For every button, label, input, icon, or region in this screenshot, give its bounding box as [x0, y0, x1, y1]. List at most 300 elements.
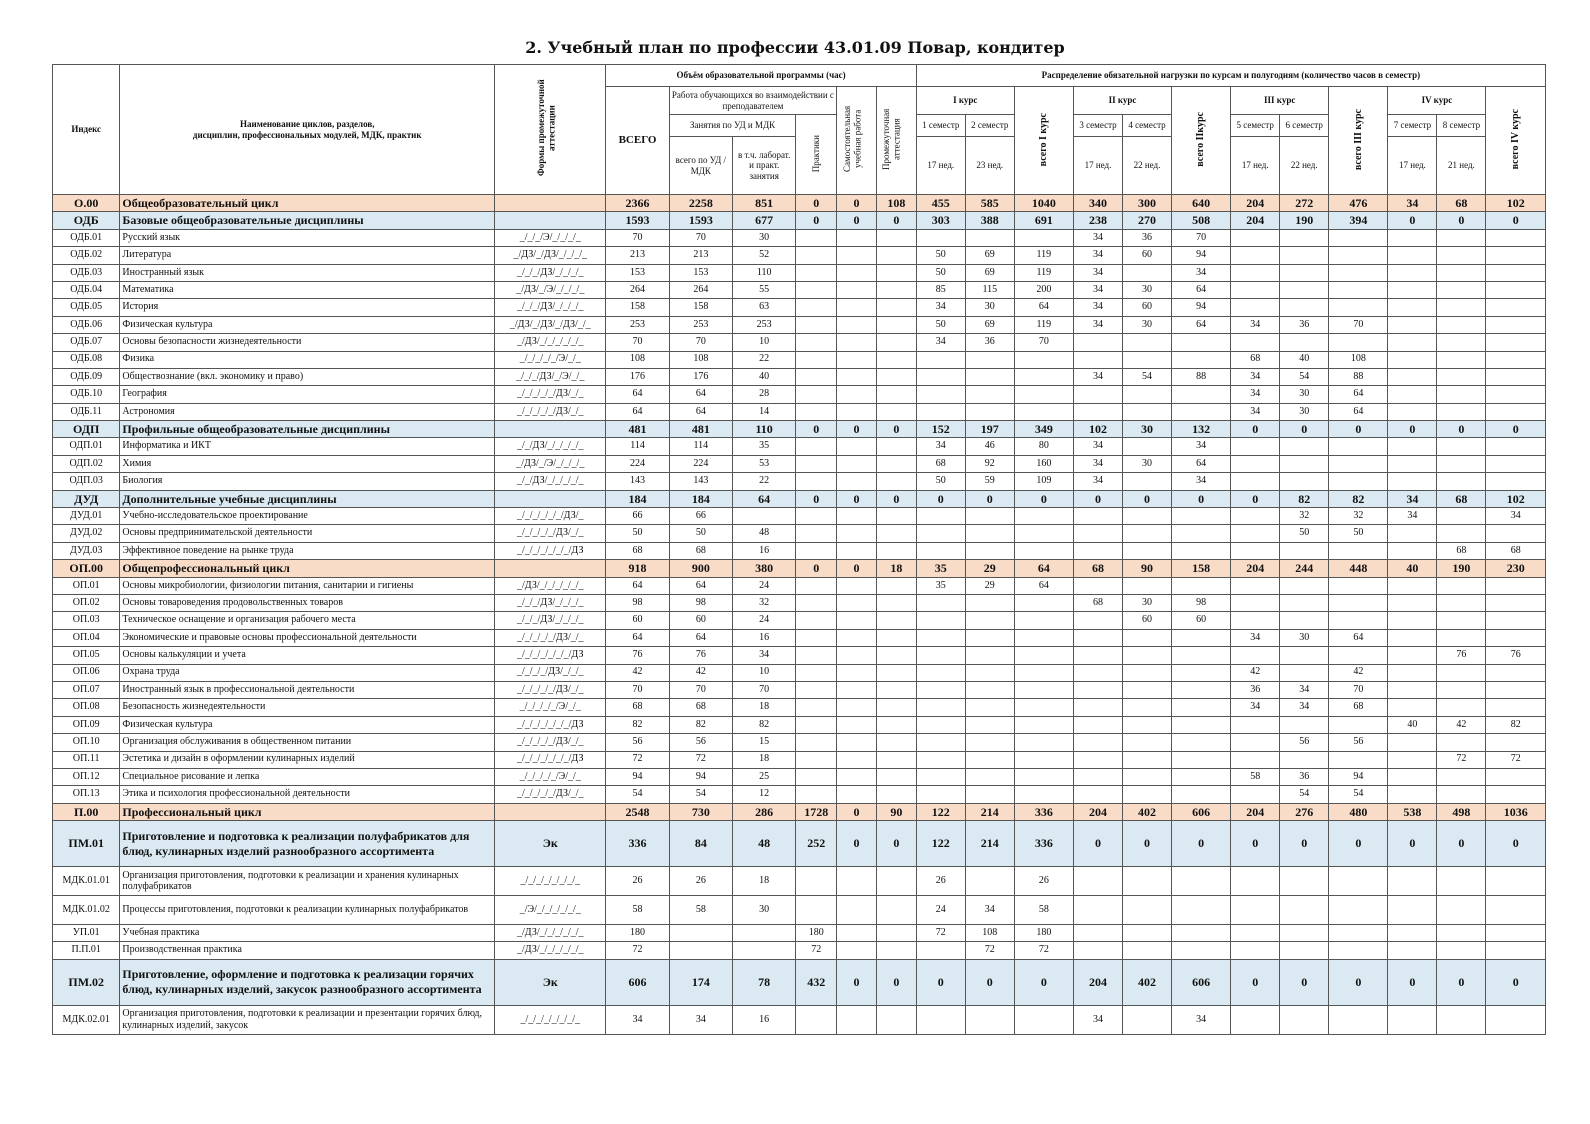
- sem-3-cell: 34: [1073, 1005, 1122, 1034]
- index-cell: ПМ.02: [53, 959, 120, 1005]
- lab-cell: 16: [733, 629, 796, 646]
- lab-cell: [733, 925, 796, 942]
- attestation-cell: _/_/_/ДЗ/_/_/_/_: [495, 594, 606, 611]
- attestation-cell: _/ДЗ/_/ДЗ/_/_/_/_: [495, 247, 606, 264]
- sem-7-cell: 34: [1388, 508, 1437, 525]
- name-cell: Химия: [120, 455, 495, 472]
- sem-7-cell: [1388, 942, 1437, 959]
- sem-6-cell: [1280, 925, 1329, 942]
- total-cell: 26: [606, 867, 669, 896]
- course-4-total-cell: [1486, 455, 1546, 472]
- all-ud-cell: 64: [669, 403, 732, 420]
- course-3-total-cell: 64: [1329, 403, 1388, 420]
- course-2-total-cell: [1171, 629, 1230, 646]
- sem-8-cell: [1437, 368, 1486, 385]
- sem-1-cell: [916, 386, 965, 403]
- selfwork-cell: [837, 768, 877, 785]
- all-ud-cell: 70: [669, 681, 732, 698]
- table-row: [53, 368, 1546, 385]
- index-cell: ОП.08: [53, 699, 120, 716]
- course-3-total-cell: 42: [1329, 664, 1388, 681]
- sem-4-header: 4 семестр: [1122, 115, 1171, 137]
- course-2-total-text: всего IIкурс: [1195, 111, 1207, 167]
- course-1-total-cell: [1014, 751, 1073, 768]
- sem-4-cell: [1122, 699, 1171, 716]
- table-row: [53, 281, 1546, 298]
- interim-cell: 0: [876, 490, 916, 507]
- course-1-total-cell: 349: [1014, 421, 1073, 438]
- sem-3-cell: [1073, 629, 1122, 646]
- attestation-cell: _/_/_/_/_/_/_/ДЗ: [495, 542, 606, 559]
- work-header: Работа обучающихся во взаимодействии с преподавателем: [669, 87, 836, 115]
- sem-7-cell: [1388, 751, 1437, 768]
- course-4-total-cell: 82: [1486, 716, 1546, 733]
- total-cell: 224: [606, 455, 669, 472]
- total-cell: 64: [606, 403, 669, 420]
- sem-3-cell: [1073, 751, 1122, 768]
- table-row: [53, 716, 1546, 733]
- course-4-total-cell: [1486, 699, 1546, 716]
- course-4-total-cell: [1486, 351, 1546, 368]
- lab-cell: 30: [733, 229, 796, 246]
- table-row: [53, 351, 1546, 368]
- sem-8-cell: 68: [1437, 195, 1486, 212]
- sem-8-cell: [1437, 786, 1486, 803]
- name-cell: Основы предпринимательской деятельности: [120, 525, 495, 542]
- lab-cell: 30: [733, 896, 796, 925]
- table-row: [53, 681, 1546, 698]
- sem-8-cell: [1437, 316, 1486, 333]
- sem-1-cell: 24: [916, 896, 965, 925]
- course-4-total-cell: [1486, 1005, 1546, 1034]
- all-ud-cell: [669, 925, 732, 942]
- course-3-total-cell: 476: [1329, 195, 1388, 212]
- sem-1-cell: 26: [916, 867, 965, 896]
- course-1-total-cell: [1014, 629, 1073, 646]
- sem-6-cell: 244: [1280, 560, 1329, 577]
- sem-2-cell: [965, 716, 1014, 733]
- course-4-total-cell: [1486, 525, 1546, 542]
- name-cell: Общепрофессиональный цикл: [120, 560, 495, 577]
- index-cell: ОП.04: [53, 629, 120, 646]
- sem-1-cell: 85: [916, 281, 965, 298]
- course-4-total-cell: [1486, 403, 1546, 420]
- index-cell: ОДБ.05: [53, 299, 120, 316]
- index-cell: ДУД: [53, 490, 120, 507]
- attestation-cell: [495, 803, 606, 820]
- sem-5-cell: [1231, 786, 1280, 803]
- total-cell: 56: [606, 734, 669, 751]
- sem-4-cell: [1122, 334, 1171, 351]
- practice-cell: [796, 867, 837, 896]
- total-cell: 94: [606, 768, 669, 785]
- lab-cell: 18: [733, 867, 796, 896]
- course-3-total-cell: [1329, 896, 1388, 925]
- sem-3-cell: 204: [1073, 959, 1122, 1005]
- sem-3-cell: 0: [1073, 490, 1122, 507]
- interim-cell: [876, 925, 916, 942]
- course-3-total-cell: [1329, 247, 1388, 264]
- interim-cell: [876, 716, 916, 733]
- curriculum-table: [52, 64, 1546, 1035]
- table-row: [53, 577, 1546, 594]
- course-3-total-cell: 0: [1329, 821, 1388, 867]
- course-3-total-cell: [1329, 594, 1388, 611]
- sem-7-cell: [1388, 612, 1437, 629]
- weeks-7-header: 17 нед.: [1388, 137, 1437, 195]
- practice-cell: 1728: [796, 803, 837, 820]
- attestation-cell: _/_/_/_/_/Э/_/_: [495, 351, 606, 368]
- course-3-total-cell: [1329, 925, 1388, 942]
- lab-cell: 110: [733, 264, 796, 281]
- practice-cell: [796, 612, 837, 629]
- course-1-total-cell: 0: [1014, 490, 1073, 507]
- name-cell: Математика: [120, 281, 495, 298]
- interim-cell: 18: [876, 560, 916, 577]
- course-2-total-cell: [1171, 768, 1230, 785]
- table-row: [53, 508, 1546, 525]
- sem-4-cell: [1122, 751, 1171, 768]
- interim-cell: [876, 594, 916, 611]
- course-1-total-cell: 336: [1014, 803, 1073, 820]
- sem-3-cell: [1073, 403, 1122, 420]
- selfwork-header: [837, 87, 877, 195]
- sem-6-cell: [1280, 1005, 1329, 1034]
- selfwork-cell: [837, 455, 877, 472]
- total-header: ВСЕГО: [606, 87, 669, 195]
- lab-cell: 35: [733, 438, 796, 455]
- course-4-total-header: [1486, 87, 1546, 195]
- weeks-1-header: 17 нед.: [916, 137, 965, 195]
- total-cell: 2548: [606, 803, 669, 820]
- course-1-total-cell: [1014, 612, 1073, 629]
- course-1-total-cell: 180: [1014, 925, 1073, 942]
- sem-5-cell: 0: [1231, 821, 1280, 867]
- all-ud-cell: 176: [669, 368, 732, 385]
- weeks-4-header: 22 нед.: [1122, 137, 1171, 195]
- course-2-total-cell: 64: [1171, 281, 1230, 298]
- index-cell: ОДБ.08: [53, 351, 120, 368]
- table-row: [53, 925, 1546, 942]
- sem-1-cell: 50: [916, 264, 965, 281]
- sem-1-cell: [916, 664, 965, 681]
- course-2-total-cell: 132: [1171, 421, 1230, 438]
- name-cell: Профильные общеобразовательные дисциплины: [120, 421, 495, 438]
- sem-5-cell: [1231, 716, 1280, 733]
- course-3-total-cell: 50: [1329, 525, 1388, 542]
- sem-2-cell: [965, 525, 1014, 542]
- sem-5-cell: [1231, 281, 1280, 298]
- practice-cell: [796, 299, 837, 316]
- total-cell: 60: [606, 612, 669, 629]
- sem-2-cell: [965, 629, 1014, 646]
- sem-4-cell: 90: [1122, 560, 1171, 577]
- table-row: [53, 896, 1546, 925]
- interim-cell: [876, 403, 916, 420]
- course-2-total-cell: [1171, 664, 1230, 681]
- sem-4-cell: 300: [1122, 195, 1171, 212]
- course-1-total-cell: 119: [1014, 247, 1073, 264]
- all-ud-cell: 174: [669, 959, 732, 1005]
- table-row: [53, 734, 1546, 751]
- sem-2-cell: [965, 612, 1014, 629]
- total-cell: 108: [606, 351, 669, 368]
- practice-cell: 432: [796, 959, 837, 1005]
- sem-6-cell: [1280, 334, 1329, 351]
- sem-3-cell: [1073, 896, 1122, 925]
- sem-2-cell: [965, 542, 1014, 559]
- name-cell: Информатика и ИКТ: [120, 438, 495, 455]
- section-row: [53, 421, 1546, 438]
- sem-1-cell: [916, 368, 965, 385]
- course-1-total-cell: [1014, 403, 1073, 420]
- total-cell: 50: [606, 525, 669, 542]
- interim-cell: [876, 455, 916, 472]
- sem-5-cell: [1231, 647, 1280, 664]
- distribution-header: Распределение обязательной нагрузки по курсам и полугодиям (количество часов в семестр): [916, 65, 1545, 87]
- sem-4-cell: 30: [1122, 594, 1171, 611]
- index-cell: ОП.10: [53, 734, 120, 751]
- module-row: [53, 959, 1546, 1005]
- sem-6-cell: 36: [1280, 316, 1329, 333]
- interim-cell: [876, 577, 916, 594]
- lab-cell: 55: [733, 281, 796, 298]
- sem-8-cell: [1437, 508, 1486, 525]
- course-3-total-cell: [1329, 281, 1388, 298]
- sem-1-cell: [916, 594, 965, 611]
- sem-6-cell: [1280, 751, 1329, 768]
- name-cell: Учебно-исследовательское проектирование: [120, 508, 495, 525]
- interim-cell: 90: [876, 803, 916, 820]
- module-row: [53, 821, 1546, 867]
- selfwork-cell: [837, 699, 877, 716]
- sem-3-cell: [1073, 942, 1122, 959]
- attestation-cell: _/_/_/_/_/_/_/_: [495, 1005, 606, 1034]
- course-1-total-cell: [1014, 768, 1073, 785]
- course-3-total-cell: [1329, 473, 1388, 490]
- sem-2-cell: 108: [965, 925, 1014, 942]
- name-cell: Приготовление, оформление и подготовка к реализации горячих блюд, кулинарных изделий, закусок разнообразного ассортимента: [120, 959, 495, 1005]
- index-cell: ОДБ.06: [53, 316, 120, 333]
- sem-4-cell: 30: [1122, 421, 1171, 438]
- all-ud-cell: 84: [669, 821, 732, 867]
- all-ud-cell: 58: [669, 896, 732, 925]
- sem-4-cell: [1122, 403, 1171, 420]
- sem-4-cell: [1122, 925, 1171, 942]
- sem-2-cell: 92: [965, 455, 1014, 472]
- all-ud-cell: 54: [669, 786, 732, 803]
- selfwork-cell: [837, 786, 877, 803]
- course-1-total-cell: 70: [1014, 334, 1073, 351]
- course-1-total-cell: [1014, 734, 1073, 751]
- selfwork-cell: 0: [837, 821, 877, 867]
- attestation-cell: _/_/_/_/_/ДЗ/_/_: [495, 403, 606, 420]
- sem-3-cell: 102: [1073, 421, 1122, 438]
- total-cell: 180: [606, 925, 669, 942]
- name-header: [120, 65, 495, 195]
- sem-2-cell: 36: [965, 334, 1014, 351]
- attestation-cell: _/_/_/_/_/ДЗ/_/_: [495, 525, 606, 542]
- course-4-total-cell: [1486, 681, 1546, 698]
- sem-6-cell: 276: [1280, 803, 1329, 820]
- practice-cell: [796, 438, 837, 455]
- classes-header: Занятия по УД и МДК: [669, 115, 796, 137]
- attestation-cell: Эк: [495, 821, 606, 867]
- sem-6-cell: [1280, 299, 1329, 316]
- sem-8-cell: [1437, 247, 1486, 264]
- selfwork-cell: [837, 629, 877, 646]
- index-cell: ОДБ.02: [53, 247, 120, 264]
- sem-6-cell: 0: [1280, 821, 1329, 867]
- sem-7-cell: 0: [1388, 212, 1437, 229]
- sem-1-cell: 35: [916, 577, 965, 594]
- sem-7-cell: [1388, 229, 1437, 246]
- sem-5-cell: [1231, 264, 1280, 281]
- total-cell: 918: [606, 560, 669, 577]
- sem-8-cell: [1437, 867, 1486, 896]
- sem-5-cell: [1231, 612, 1280, 629]
- lab-cell: [733, 508, 796, 525]
- table-row: [53, 438, 1546, 455]
- sem-7-cell: [1388, 925, 1437, 942]
- lab-cell: 16: [733, 542, 796, 559]
- interim-cell: [876, 473, 916, 490]
- course-1-total-cell: [1014, 542, 1073, 559]
- lab-cell: 48: [733, 821, 796, 867]
- practice-cell: [796, 896, 837, 925]
- course-4-total-cell: [1486, 594, 1546, 611]
- sem-2-cell: 388: [965, 212, 1014, 229]
- sem-2-cell: 69: [965, 264, 1014, 281]
- course-3-total-cell: 480: [1329, 803, 1388, 820]
- interim-cell: [876, 942, 916, 959]
- sem-1-cell: 122: [916, 821, 965, 867]
- sem-6-cell: [1280, 612, 1329, 629]
- sem-4-cell: [1122, 664, 1171, 681]
- sem-1-cell: [916, 403, 965, 420]
- course-1-total-header: [1014, 87, 1073, 195]
- sem-1-cell: 34: [916, 299, 965, 316]
- sem-4-cell: 402: [1122, 959, 1171, 1005]
- selfwork-cell: 0: [837, 490, 877, 507]
- course-2-total-cell: 158: [1171, 560, 1230, 577]
- total-cell: 481: [606, 421, 669, 438]
- attestation-cell: _/_/_/ДЗ/_/Э/_/_: [495, 368, 606, 385]
- all-ud-cell: 264: [669, 281, 732, 298]
- course-2-total-cell: [1171, 386, 1230, 403]
- course-3-total-cell: [1329, 542, 1388, 559]
- attestation-cell: [495, 560, 606, 577]
- section-row: [53, 195, 1546, 212]
- index-cell: ОДБ.04: [53, 281, 120, 298]
- interim-cell: [876, 786, 916, 803]
- sem-2-cell: [965, 368, 1014, 385]
- sem-6-cell: 30: [1280, 386, 1329, 403]
- attestation-cell: _/_/_/_/_/ДЗ/_/_: [495, 386, 606, 403]
- course-2-total-cell: [1171, 699, 1230, 716]
- attestation-cell: _/ДЗ/_/Э/_/_/_/_: [495, 455, 606, 472]
- table-row: [53, 403, 1546, 420]
- course-1-total-cell: 64: [1014, 299, 1073, 316]
- lab-cell: 52: [733, 247, 796, 264]
- sem-8-cell: 498: [1437, 803, 1486, 820]
- sem-3-cell: 340: [1073, 195, 1122, 212]
- sem-6-cell: [1280, 647, 1329, 664]
- interim-cell: [876, 542, 916, 559]
- interim-cell: 0: [876, 821, 916, 867]
- sem-3-cell: [1073, 867, 1122, 896]
- total-cell: 606: [606, 959, 669, 1005]
- selfwork-cell: [837, 368, 877, 385]
- sem-5-cell: 34: [1231, 316, 1280, 333]
- table-row: [53, 229, 1546, 246]
- table-row: [53, 473, 1546, 490]
- section-row: [53, 560, 1546, 577]
- sem-8-cell: 0: [1437, 212, 1486, 229]
- attestation-cell: _/_/_/_/_/Э/_/_: [495, 699, 606, 716]
- index-cell: ОП.07: [53, 681, 120, 698]
- course-4-total-cell: [1486, 896, 1546, 925]
- course-2-total-cell: 606: [1171, 803, 1230, 820]
- lab-cell: 28: [733, 386, 796, 403]
- sem-5-cell: 204: [1231, 560, 1280, 577]
- sem-1-cell: [916, 229, 965, 246]
- weeks-6-header: 22 нед.: [1280, 137, 1329, 195]
- lab-cell: 851: [733, 195, 796, 212]
- interim-cell: [876, 247, 916, 264]
- practice-cell: [796, 455, 837, 472]
- sem-3-cell: [1073, 386, 1122, 403]
- sem-4-cell: [1122, 896, 1171, 925]
- practice-cell: [796, 647, 837, 664]
- interim-cell: [876, 664, 916, 681]
- sem-2-cell: 0: [965, 490, 1014, 507]
- course-3-total-cell: 108: [1329, 351, 1388, 368]
- name-cell: Эстетика и дизайн в оформлении кулинарных изделий: [120, 751, 495, 768]
- course-1-total-text: всего I курс: [1038, 112, 1050, 166]
- practice-cell: [796, 247, 837, 264]
- sem-1-cell: 0: [916, 959, 965, 1005]
- sem-8-cell: [1437, 768, 1486, 785]
- total-cell: 72: [606, 942, 669, 959]
- index-cell: ОП.03: [53, 612, 120, 629]
- sem-4-cell: 30: [1122, 455, 1171, 472]
- interim-cell: [876, 508, 916, 525]
- index-cell: МДК.01.01: [53, 867, 120, 896]
- sem-6-cell: [1280, 473, 1329, 490]
- selfwork-cell: [837, 525, 877, 542]
- interim-cell: [876, 351, 916, 368]
- interim-cell: [876, 699, 916, 716]
- all-ud-cell: 481: [669, 421, 732, 438]
- course-3-total-cell: 94: [1329, 768, 1388, 785]
- sem-3-header: 3 семестр: [1073, 115, 1122, 137]
- practice-cell: [796, 229, 837, 246]
- name-cell: Базовые общеобразовательные дисциплины: [120, 212, 495, 229]
- interim-cell: [876, 647, 916, 664]
- selfwork-header-text: Самостоятельная учебная работа: [841, 106, 862, 173]
- sem-3-cell: 238: [1073, 212, 1122, 229]
- sem-4-cell: [1122, 734, 1171, 751]
- course-4-total-cell: [1486, 264, 1546, 281]
- course-1-total-cell: 64: [1014, 577, 1073, 594]
- name-cell: Русский язык: [120, 229, 495, 246]
- lab-cell: 110: [733, 421, 796, 438]
- sem-4-cell: [1122, 525, 1171, 542]
- selfwork-cell: 0: [837, 212, 877, 229]
- practice-cell: [796, 403, 837, 420]
- name-cell: Иностранный язык: [120, 264, 495, 281]
